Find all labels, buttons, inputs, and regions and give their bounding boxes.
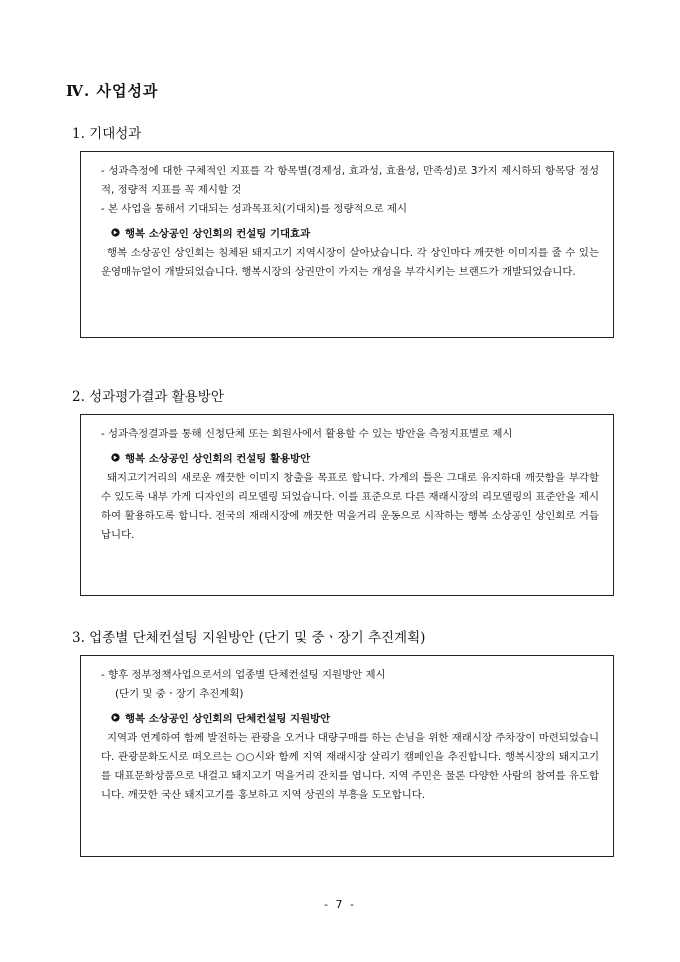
circled-arrow-bullet-icon [111, 225, 120, 244]
section-box-support-plan [80, 655, 614, 857]
sub-heading [111, 710, 599, 729]
section-box-evaluation-usage [80, 414, 614, 596]
body-paragraph: 돼지고기거리의 새로운 깨끗한 이미지 창출을 목표로 합니다. 가게의 틀은 그대로 유지하대 깨끗함을 부각할 수 있도록 내부 가게 디자인의 리모델링 되었습니다. 이를 표준으로 다른 재래시장의 리모델링의 표준안을 제시하여 활용하도록 합니다. 전국의 재래시장에 깨끗한 먹을거리 운동으로 시작하는 행복 소상공인 상인회로 거듭납니다. [101, 472, 599, 541]
instruction-paren-text: (단기 및 중ㆍ장기 추진계획) [115, 688, 244, 700]
instruction-text: - 본 사업을 통해서 기대되는 성과목표치(기대치)를 정량적으로 제시 [101, 203, 407, 215]
sub-heading [111, 225, 599, 244]
section-title-evaluation-usage: 2. 성과평가결과 활용방안 [72, 389, 224, 405]
circled-arrow-bullet-icon [111, 710, 120, 729]
chapter-heading: Ⅳ. 사업성과 [66, 82, 159, 100]
body-paragraph: 행복 소상공인 상인회는 침체된 돼지고기 지역시장이 살아났습니다. 각 상인마다 깨끗한 이미지를 줄 수 있는 운영매뉴얼이 개발되었습니다. 행복시장의 상권만이 가지는 개성을 부각시키는 브랜드가 개발되었습니다. [101, 247, 599, 278]
body-paragraph: 지역과 연계하여 함께 발전하는 관광을 오거나 대량구매를 하는 손님을 위한 재래시장 주차장이 마련되었습니다. 관광문화도시로 떠오르는 ○○시와 함께 지역 재래시장 살리기 캠페인을 추진합니다. 행복시장의 돼지고기를 대표문화상품으로 내걸고 돼지고기 먹을거리 잔치를 엽니다. 지역 주민은 물론 다양한 사람의 참여를 유도합니다. 깨끗한 국산 돼지고기를 홍보하고 지역 상권의 부흥을 도모합니다. [101, 732, 599, 801]
section-box-expected-results [80, 151, 614, 338]
sub-heading-text: 행복 소상공인 상인회의 컨설팅 활용방안 [125, 453, 311, 465]
sub-heading-text: 행복 소상공인 상인회의 컨설팅 기대효과 [125, 228, 311, 240]
section-title-expected-results: 1. 기대성과 [72, 126, 142, 142]
sub-heading-text: 행복 소상공인 상인회의 단체컨설팅 지원방안 [125, 713, 331, 725]
instruction-text: - 향후 정부정책사업으로서의 업종별 단체컨설팅 지원방안 제시 [101, 669, 386, 681]
instruction-text: - 성과측정에 대한 구체적인 지표를 각 항목별(경제성, 효과성, 효율성, 만족성)로 3가지 제시하되 항목당 정성적, 정량적 지표를 꼭 제시할 것 [101, 165, 599, 196]
instruction-text: - 성과측정결과를 통해 신청단체 또는 회원사에서 활용할 수 있는 방안을 측정지표별로 제시 [101, 428, 513, 440]
circled-arrow-bullet-icon [111, 450, 120, 469]
page-number: - 7 - [324, 898, 356, 911]
sub-heading [111, 450, 599, 469]
section-title-support-plan: 3. 업종별 단체컨설팅 지원방안 (단기 및 중ㆍ장기 추진계획) [72, 630, 426, 646]
